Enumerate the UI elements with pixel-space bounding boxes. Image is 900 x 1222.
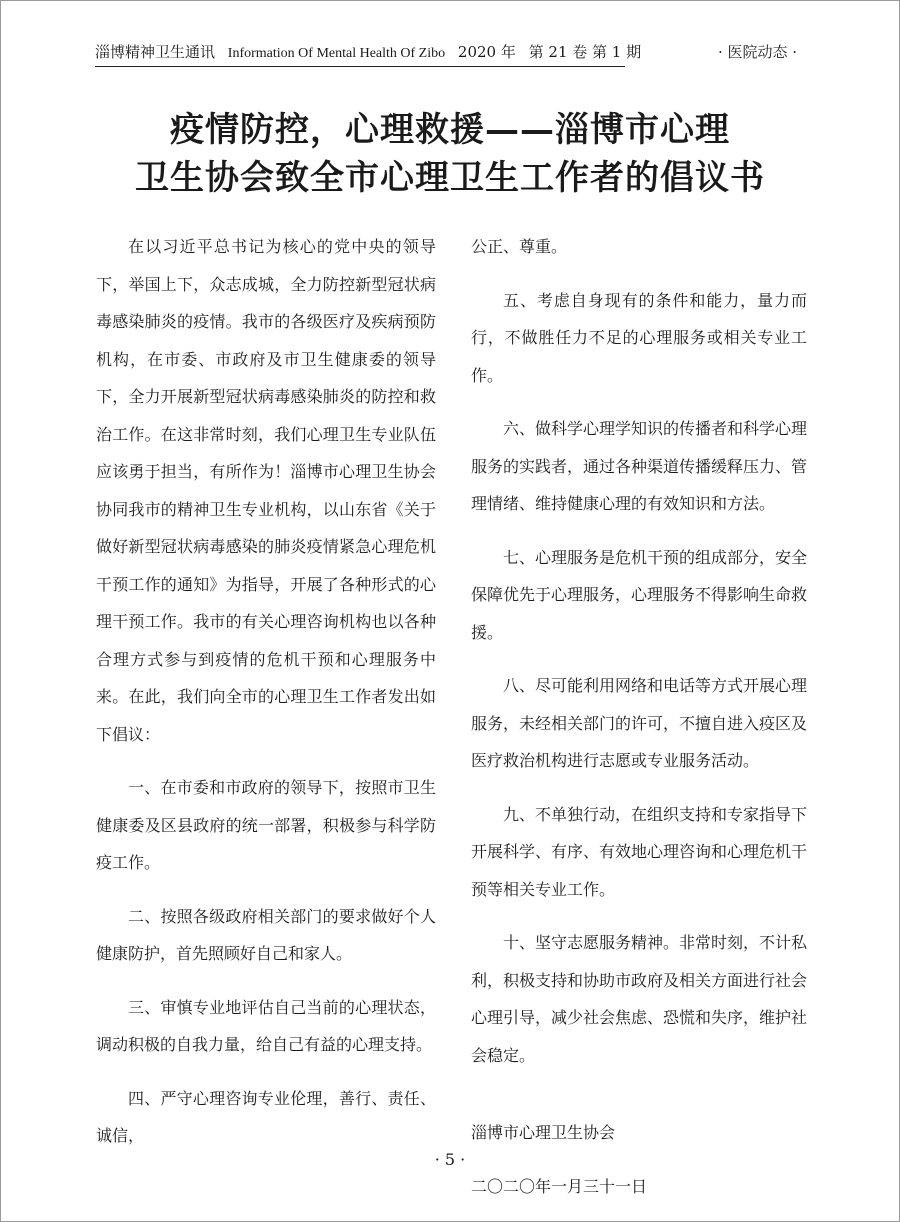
article-title-line-2: 卫生协会致全市心理卫生工作者的倡议书: [135, 158, 765, 198]
proposal-item-9: 九、不单独行动，在组织支持和专家指导下开展科学、有序、有效地心理咨询和心理危机干预等相关专业工作。: [471, 804, 808, 899]
journal-issue: 第 21 卷 第 1 期: [528, 43, 642, 61]
right-column: [471, 228, 807, 1205]
proposal-item-3: 三、审慎专业地评估自己当前的心理状态，调动积极的自我力量，给自己有益的心理支持。: [96, 997, 436, 1054]
journal-name-en: Information Of Mental Health Of Zibo: [227, 46, 446, 61]
running-header: [95, 38, 642, 67]
journal-year: 2020 年: [457, 43, 516, 61]
signature: 淄博市心理卫生协会: [471, 1123, 616, 1142]
article-title-line-1: 疫情防控，心理救援——淄博市心理: [170, 110, 730, 150]
page-border-left: [0, 0, 1, 1222]
proposal-item-7: 七、心理服务是危机干预的组成部分，安全保障优先于心理服务，心理服务不得影响生命救援。: [471, 547, 808, 642]
proposal-item-6: 六、做科学心理学知识的传播者和科学心理服务的实践者，通过各种渠道传播缓释压力、管理情绪、维持健康心理的有效知识和方法。: [471, 419, 808, 513]
proposal-item-4-start: 四、严守心理咨询专业伦理，善行、责任、诚信，: [96, 1088, 436, 1145]
left-column: [96, 228, 436, 1155]
journal-name: 淄博精神卫生通讯: [95, 43, 216, 61]
signature-date: 二〇二〇年一月三十一日: [471, 1176, 648, 1196]
proposal-item-1: 一、在市委和市政府的领导下，按照市卫生健康委及区县政府的统一部署，积极参与科学防疫工作。: [96, 778, 436, 872]
proposal-item-5: 五、考虑自身现有的条件和能力，量力而行，不做胜任力不足的心理服务或相关专业工作。: [471, 290, 807, 385]
section-tag: · 医院动态 ·: [718, 43, 798, 61]
page-number: · 5 ·: [434, 1150, 466, 1169]
proposal-item-2: 二、按照各级政府相关部门的要求做好个人健康防护，首先照顾好自己和家人。: [96, 906, 436, 963]
intro-paragraph: 在以习近平总书记为核心的党中央的领导下，举国上下，众志成城，全力防控新型冠状病毒感染肺炎的疫情。我市的各级医疗及疾病预防机构，在市委、市政府及市卫生健康委的领导下，全力开展新型冠状病毒感染肺炎的防控和救治工作。在这非常时刻，我们心理卫生专业队伍应该勇于担当，有所作为！淄博市心理卫生协会协同我市的精神卫生专业机构，以山东省《关于做好新型冠状病毒感染的肺炎疫情紧急心理危机干预工作的通知》为指导，开展了各种形式的心理干预工作。我市的有关心理咨询机构也以各种合理方式参与到疫情的危机干预和心理服务中来。在此，我们向全市的心理卫生工作者发出如下倡议：: [96, 237, 436, 744]
proposal-item-10: 十、坚守志愿服务精神。非常时刻，不计私利，积极支持和协助市政府及相关方面进行社会心理引导，减少社会焦虑、恐慌和失序，维护社会稳定。: [471, 933, 808, 1065]
proposal-item-4-end: 公正、尊重。: [471, 237, 568, 256]
page-border-top: [0, 0, 900, 1]
proposal-item-8: 八、尽可能利用网络和电话等方式开展心理服务，未经相关部门的许可，不擅自进入疫区及医疗救治机构进行志愿或专业服务活动。: [471, 676, 808, 770]
